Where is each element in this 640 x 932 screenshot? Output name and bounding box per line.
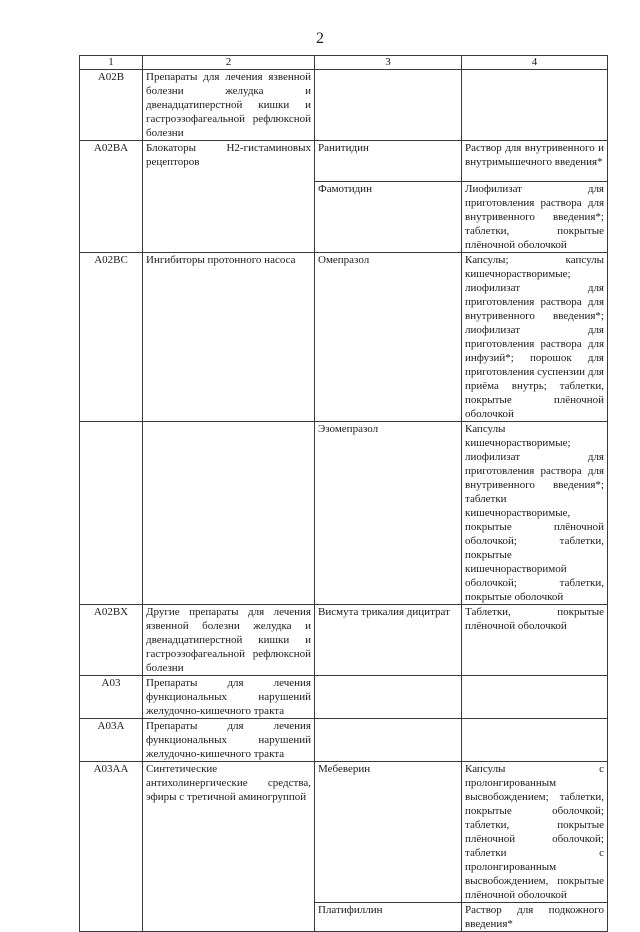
table-row [80,719,608,762]
table-row [80,676,608,719]
table-row [80,422,608,605]
atc-code-cell: A02B [80,70,143,141]
column-header: 3 [315,56,462,70]
drug-name-cell [315,676,462,719]
dosage-form-cell: Лиофилизат для приготовления раствора для внутривенного введения*; таблетки, покрытые плёночной оболочкой [462,182,608,253]
atc-code-cell: A03A [80,719,143,762]
atc-code-cell: A03 [80,676,143,719]
drug-name-cell: Эзомепразол [315,422,462,605]
dosage-form-cell: Капсулы кишечнорастворимые; лиофилизат для приготовления раствора для внутривенного введения*; таблетки кишечнорастворимые, покрытые плёночной оболочкой; таблетки, покрытые кишечнорастворимой оболочкой; таблетки, покрытые оболочкой [462,422,608,605]
dosage-form-cell [462,676,608,719]
atc-code-cell: A02BC [80,253,143,422]
atc-code-cell [80,422,143,605]
drug-name-cell: Висмута трикалия дицитрат [315,605,462,676]
column-header: 4 [462,56,608,70]
dosage-form-cell: Капсулы с пролонгированным высвобождением; таблетки, покрытые оболочкой; таблетки, покрытые плёночной оболочкой; таблетки с пролонгированным высвобождением, покрытые плёночной оболочкой [462,762,608,903]
atc-code-cell: A03AA [80,762,143,932]
atc-code-cell: A02BX [80,605,143,676]
drug-table [79,55,608,932]
group-name-cell: Синтетические антихолинергические средства, эфиры с третичной аминогруппой [143,762,315,932]
dosage-form-cell: Капсулы; капсулы кишечнорастворимые; лиофилизат для приготовления раствора для внутривенного введения*; лиофилизат для приготовления раствора для инфузий*; порошок для приготовления суспензии для приёма внутрь; таблетки, покрытые плёночной оболочкой [462,253,608,422]
drug-name-cell: Фамотидин [315,182,462,253]
column-header: 1 [80,56,143,70]
table-row [80,253,608,422]
column-header: 2 [143,56,315,70]
table-row [80,605,608,676]
group-name-cell: Другие препараты для лечения язвенной болезни желудка и двенадцатиперстной кишки и гастроэзофагеальной рефлюксной болезни [143,605,315,676]
table-row [80,70,608,141]
group-name-cell: Препараты для лечения функциональных нарушений желудочно-кишечного тракта [143,719,315,762]
drug-name-cell: Платифиллин [315,903,462,932]
group-name-cell: Препараты для лечения язвенной болезни желудка и двенадцатиперстной кишки и гастроэзофагеальной рефлюксной болезни [143,70,315,141]
group-name-cell: Блокаторы Н2-гистаминовых рецепторов [143,141,315,253]
dosage-form-cell [462,70,608,141]
table-row [80,762,608,903]
dosage-form-cell: Таблетки, покрытые плёночной оболочкой [462,605,608,676]
dosage-form-cell [462,719,608,762]
group-name-cell: Препараты для лечения функциональных нарушений желудочно-кишечного тракта [143,676,315,719]
drug-name-cell [315,70,462,141]
drug-name-cell: Омепразол [315,253,462,422]
dosage-form-cell: Раствор для подкожного введения* [462,903,608,932]
group-name-cell: Ингибиторы протонного насоса [143,253,315,422]
dosage-form-cell: Раствор для внутривенного и внутримышечного введения* [462,141,608,182]
page-number: 2 [316,30,324,47]
table-header-row [80,56,608,70]
atc-code-cell: A02BA [80,141,143,253]
group-name-cell [143,422,315,605]
table-row [80,141,608,182]
drug-name-cell [315,719,462,762]
drug-name-cell: Ранитидин [315,141,462,182]
drug-name-cell: Мебеверин [315,762,462,903]
